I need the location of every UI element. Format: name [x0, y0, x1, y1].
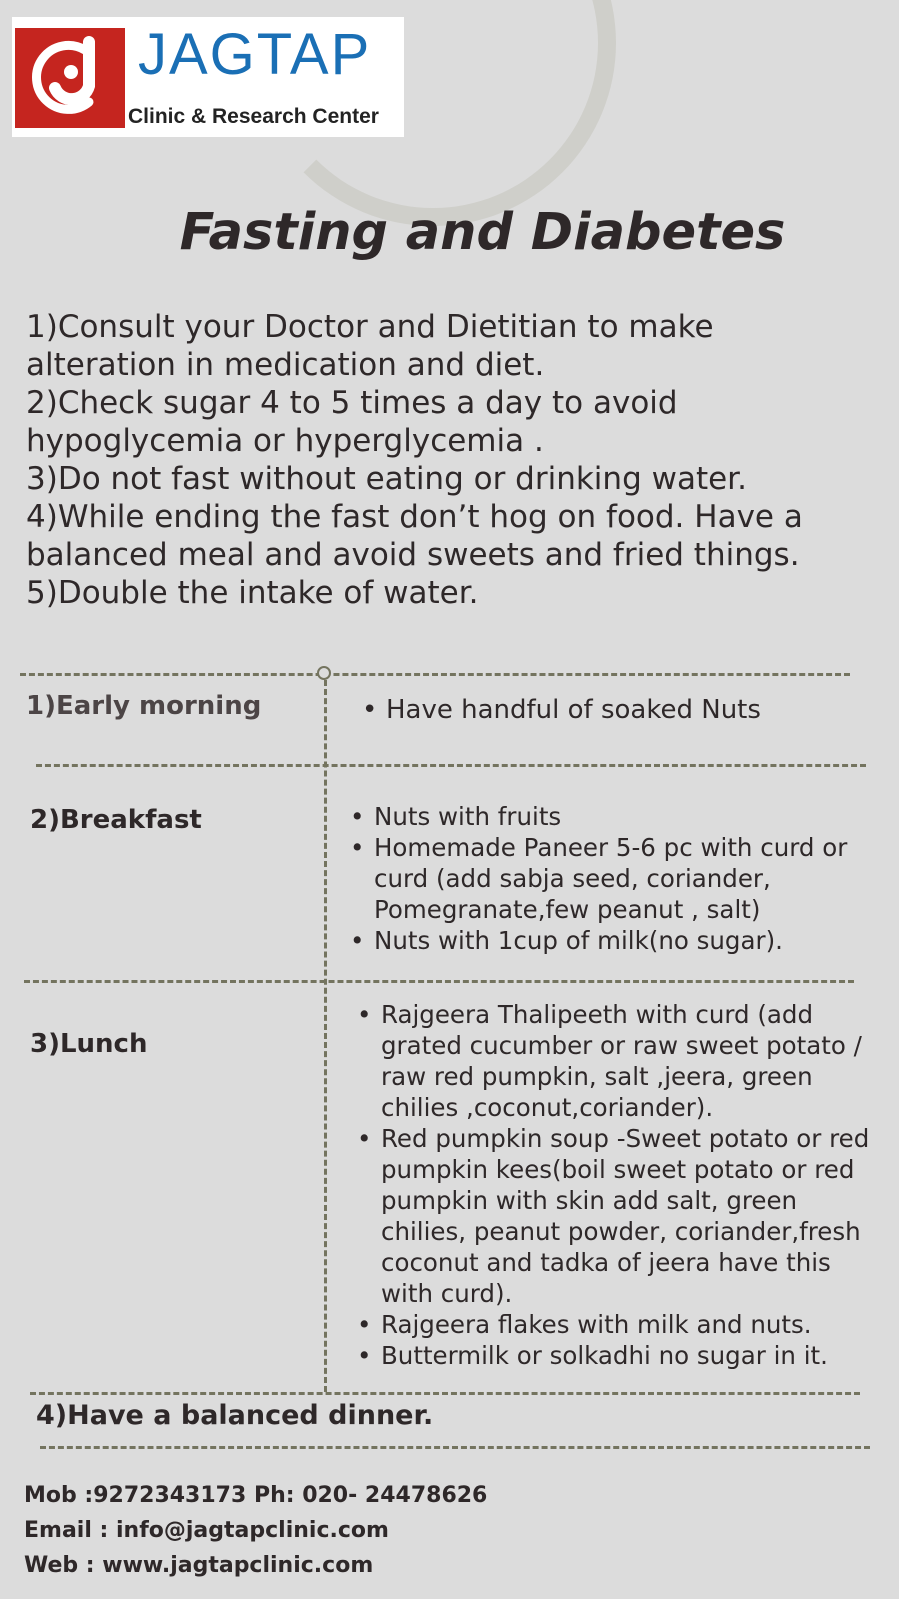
- column-divider: [324, 680, 327, 1392]
- intro-tips: [26, 308, 886, 612]
- section-label-dinner: 4)Have a balanced dinner.: [36, 1400, 434, 1431]
- intro-line: hypoglycemia or hyperglycemia .: [26, 423, 544, 459]
- intro-line: 2)Check sugar 4 to 5 times a day to avoid: [26, 385, 678, 421]
- logo-name: JAGTAP: [138, 22, 372, 87]
- lunch-list: [357, 999, 877, 1371]
- list-item: • Have handful of soaked Nuts: [362, 695, 872, 726]
- list-item: • Rajgeera Thalipeeth with curd (add grated cucumber or raw sweet potato / raw red pumpkin, salt ,jeera, green chilies ,coconut,coriander).: [357, 999, 877, 1123]
- intro-line: 1)Consult your Doctor and Dietitian to make: [26, 309, 714, 345]
- clinic-logo: [12, 17, 404, 137]
- contact-email: Email : info@jagtapclinic.com: [24, 1518, 389, 1543]
- intro-line: 5)Double the intake of water.: [26, 575, 479, 611]
- contact-web: Web : www.jagtapclinic.com: [24, 1553, 374, 1578]
- divider-knot: [317, 666, 331, 680]
- list-item: • Nuts with 1cup of milk(no sugar).: [350, 925, 860, 956]
- intro-line: alteration in medication and diet.: [26, 347, 545, 383]
- section-label-early-morning: 1)Early morning: [26, 691, 262, 721]
- divider-3: [30, 1392, 860, 1395]
- section-label-breakfast: 2)Breakfast: [30, 805, 202, 835]
- page-title: Fasting and Diabetes: [179, 203, 786, 262]
- section-label-lunch: 3)Lunch: [30, 1029, 148, 1059]
- contact-phone: Mob :9272343173 Ph: 020- 24478626: [24, 1483, 488, 1508]
- list-item: • Buttermilk or solkadhi no sugar in it.: [357, 1340, 877, 1371]
- list-item: • Rajgeera flakes with milk and nuts.: [357, 1309, 877, 1340]
- list-item: • Homemade Paneer 5-6 pc with curd or curd (add sabja seed, coriander, Pomegranate,few peanut , salt): [350, 832, 860, 925]
- logo-subtitle: Clinic & Research Center: [128, 105, 379, 128]
- breakfast-list: [350, 801, 860, 956]
- intro-line: 4)While ending the fast don’t hog on food. Have a: [26, 499, 803, 535]
- divider-bottom: [40, 1446, 870, 1449]
- divider-top: [20, 673, 850, 676]
- list-item: • Nuts with fruits: [350, 801, 860, 832]
- intro-line: 3)Do not fast without eating or drinking water.: [26, 461, 747, 497]
- divider-1: [36, 764, 866, 767]
- intro-line: balanced meal and avoid sweets and fried things.: [26, 537, 800, 573]
- divider-2: [24, 980, 854, 983]
- logo-emblem-icon: [15, 28, 125, 128]
- list-item: • Red pumpkin soup -Sweet potato or red pumpkin kees(boil sweet potato or red pumpkin with skin add salt, green chilies, peanut powder, coriander,fresh coconut and tadka of jeera have this with curd).: [357, 1123, 877, 1309]
- early-morning-list: [362, 695, 872, 726]
